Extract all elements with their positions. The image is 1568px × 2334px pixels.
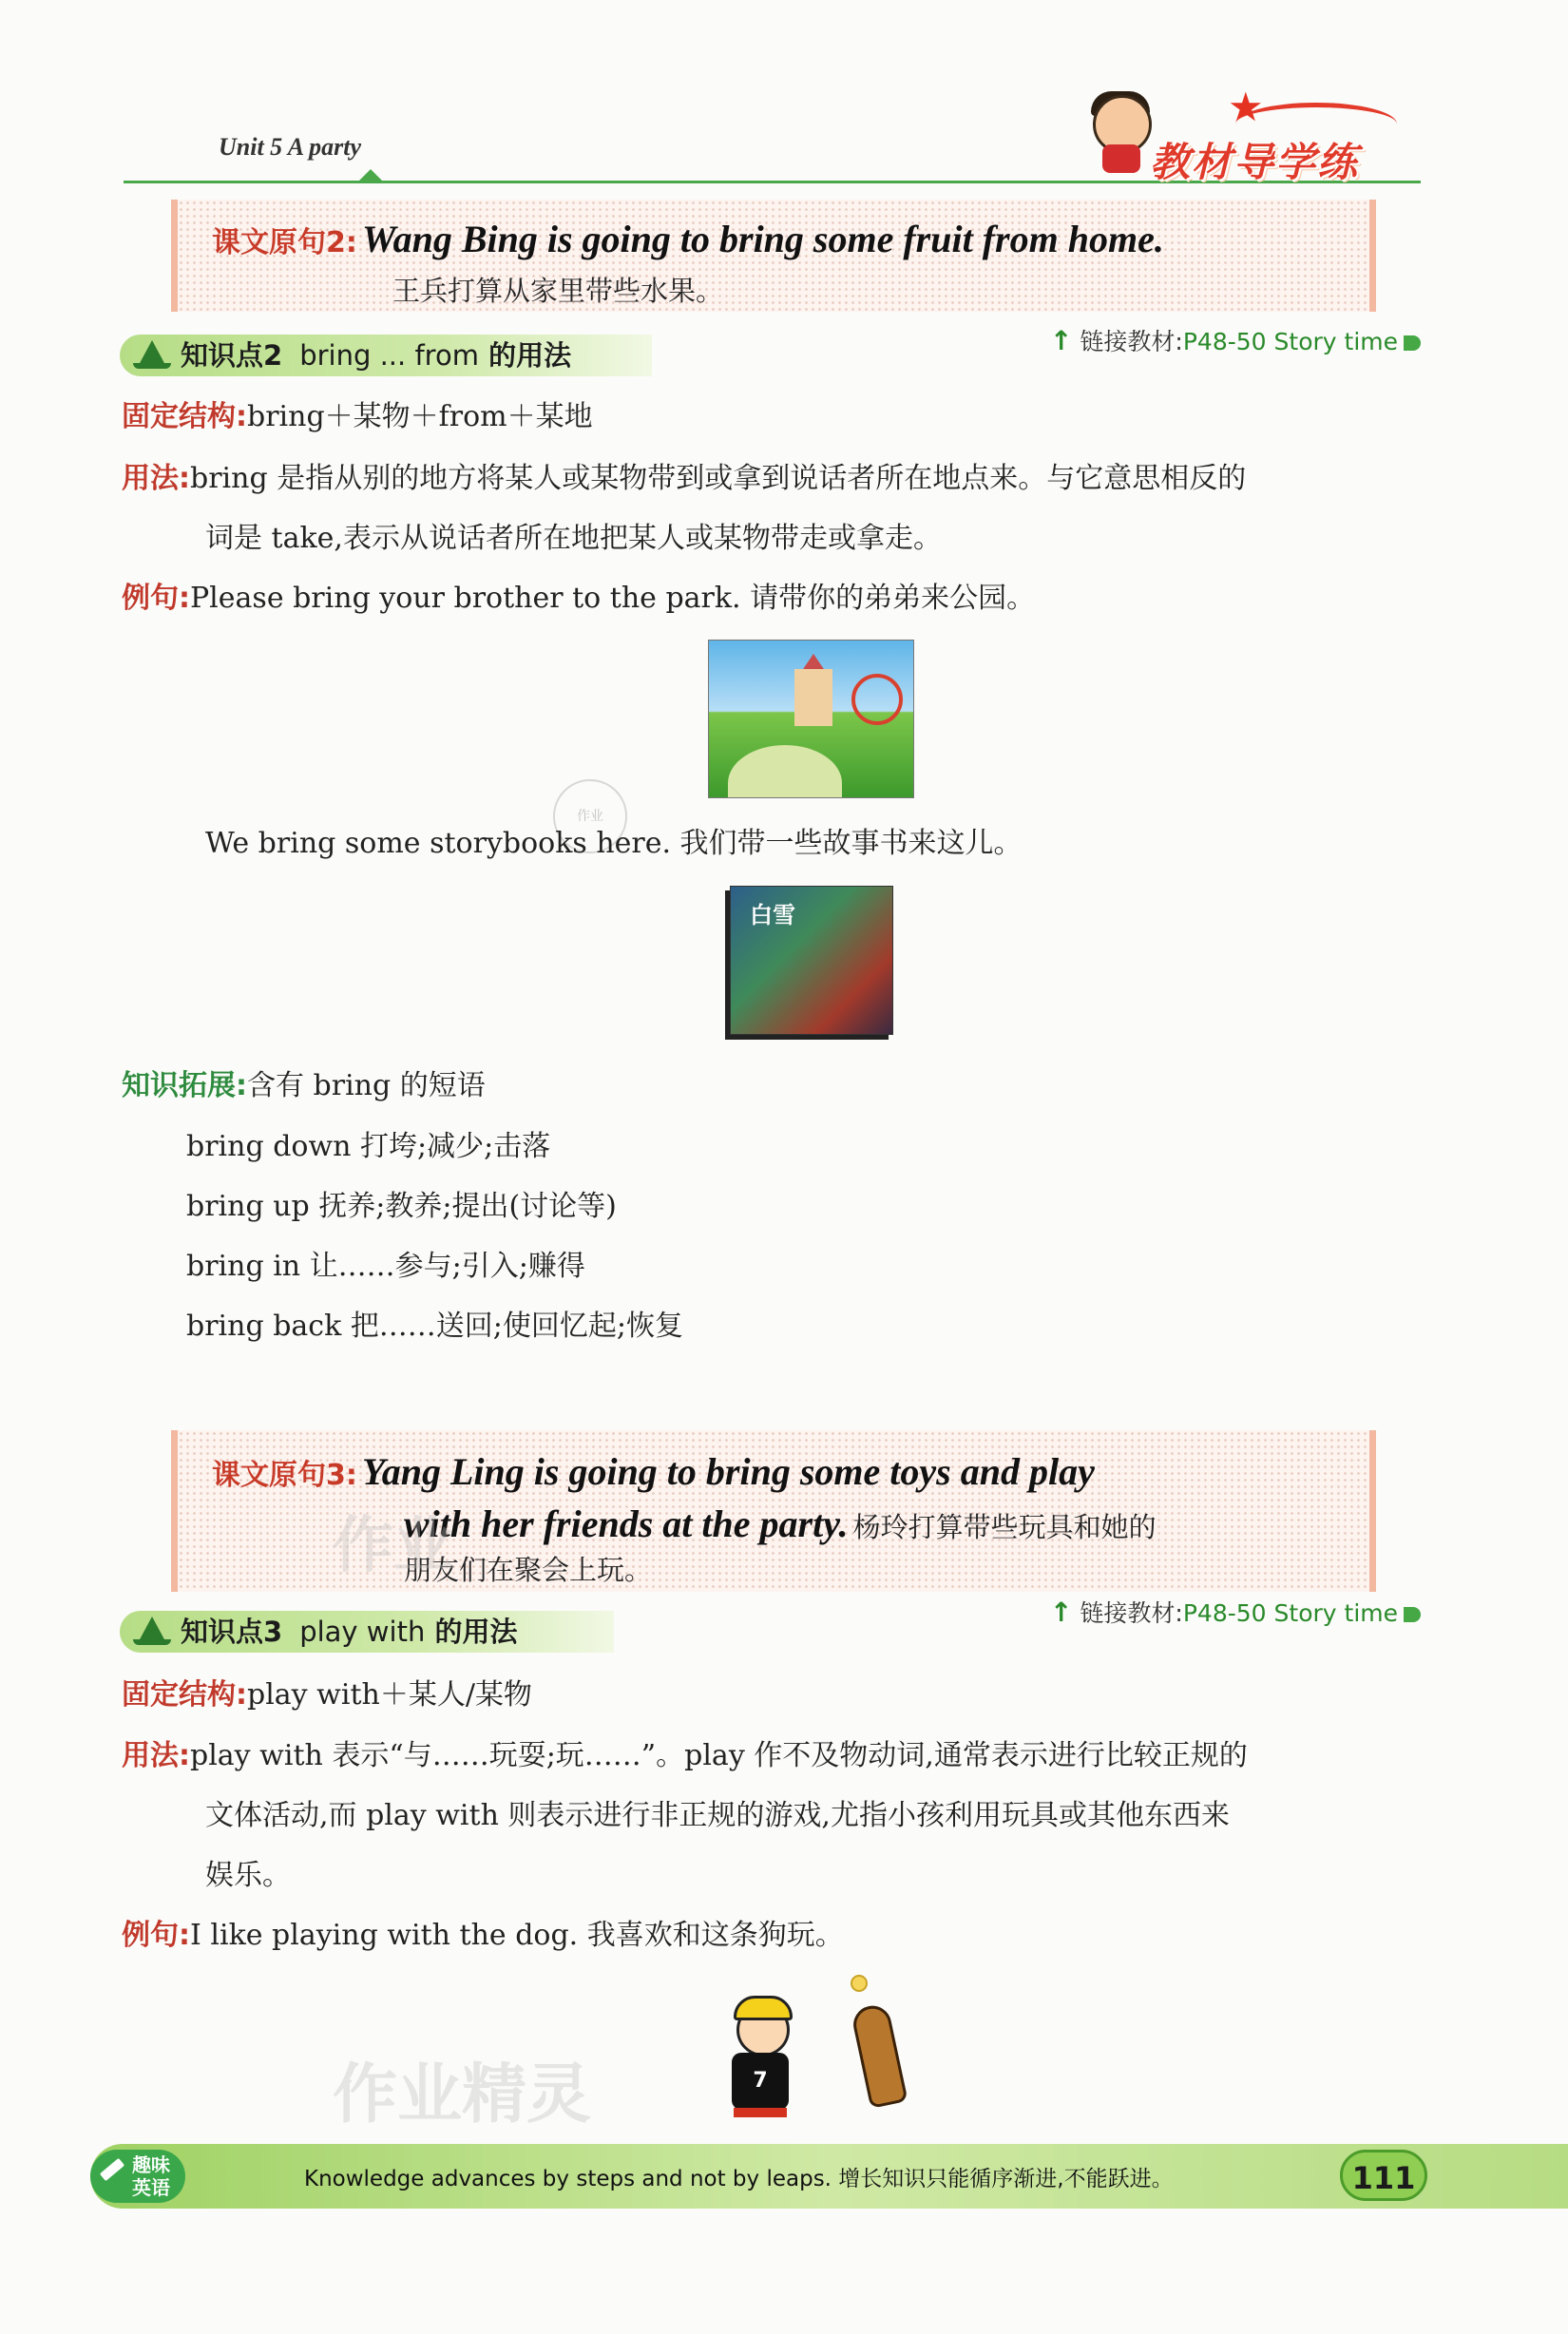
footer-proverb: Knowledge advances by steps and not by leaps. 增长知识只能循序渐进,不能跃进。 — [304, 2167, 1174, 2191]
usage-label: 用法: — [122, 1739, 190, 1772]
quote-chinese: 王兵打算从家里带些水果。 — [392, 275, 724, 307]
book-title: 白雪 — [750, 902, 795, 928]
usage-label: 用法: — [122, 462, 190, 495]
dog-icon — [850, 2002, 908, 2109]
example-line-2a — [122, 574, 1035, 616]
example-label: 例句: — [122, 582, 190, 615]
structure-line-3 — [122, 1671, 532, 1712]
quote-number: 3: — [326, 1459, 357, 1492]
unit-label: Unit 5 A party — [219, 133, 362, 161]
phrase-item: bring in 让……参与;引入;赚得 — [186, 1250, 585, 1283]
kp-title: 知识点2 — [181, 339, 283, 372]
footer-badge — [90, 2150, 185, 2203]
sailboat-base — [133, 363, 171, 369]
usage-line-2a — [122, 454, 1246, 496]
knowledge-bar-2 — [120, 335, 652, 376]
kp-tail: 的用法 — [434, 1616, 518, 1648]
brand-logo: 教材导学练 — [1150, 139, 1360, 185]
extension-intro: 含有 bring 的短语 — [247, 1069, 486, 1102]
page-number: 111 — [1340, 2150, 1427, 2201]
sailboat-icon — [139, 1617, 165, 1641]
usage-line-3c: 娱乐。 — [205, 1859, 291, 1892]
castle — [794, 669, 832, 726]
boy-shorts — [734, 2108, 787, 2117]
quote-number: 2: — [326, 226, 357, 259]
link-tag-icon — [1404, 1607, 1421, 1622]
quote-label: 课文原句 — [212, 226, 326, 259]
quote-label: 课文原句 — [212, 1459, 326, 1492]
watermark-text: 作业精灵 — [333, 2057, 592, 2133]
kp-title: 知识点3 — [181, 1616, 283, 1648]
link-arrow-icon: ↑ — [1050, 325, 1073, 356]
storybook-image — [730, 886, 893, 1035]
example-text: Please bring your brother to the park. 请带你的弟弟来公园。 — [190, 582, 1036, 615]
structure-text: bring＋某物＋from＋某地 — [247, 400, 593, 433]
quote-box-2 — [171, 200, 1376, 312]
link-tag-icon — [1404, 335, 1421, 351]
link-arrow-icon: ↑ — [1050, 1597, 1073, 1628]
phrase-item: bring up 抚养;教养;提出(讨论等) — [186, 1190, 617, 1223]
usage-line-3b: 文体活动,而 play with 则表示进行非正规的游戏,尤指小孩利用玩具或其他东西来 — [205, 1799, 1230, 1832]
sailboat-base — [133, 1639, 171, 1645]
link-ref: P48-50 Story time — [1182, 1599, 1398, 1627]
amusement-park-image — [708, 640, 914, 798]
example-line-3 — [122, 1911, 844, 1953]
quote-chinese-1: 杨玲打算带些玩具和她的 — [852, 1511, 1157, 1543]
usage-line-3a — [122, 1731, 1248, 1773]
structure-label: 固定结构: — [122, 400, 247, 433]
ferris-wheel — [851, 674, 903, 725]
kp-phrase: bring ... from — [299, 339, 479, 372]
phrase-item: bring back 把……送回;使回忆起;恢复 — [186, 1310, 684, 1343]
extension-label: 知识拓展: — [122, 1069, 247, 1102]
quote-chinese-2: 朋友们在聚会上玩。 — [404, 1554, 653, 1586]
boy-jersey: 7 — [732, 2053, 789, 2110]
kp-phrase: play with — [299, 1616, 426, 1648]
phrase-item: bring down 打垮;减少;击落 — [186, 1130, 551, 1163]
path — [728, 745, 842, 798]
pencil-icon — [100, 2158, 124, 2181]
extension-line — [122, 1062, 486, 1103]
quote-english: Wang Bing is going to bring some fruit from home. — [361, 218, 1164, 260]
sailboat-icon — [139, 340, 165, 365]
quote-english-2: with her friends at the party. — [404, 1502, 849, 1545]
link-prefix: 链接教材: — [1080, 1599, 1183, 1627]
watermark-stamp: 作业 — [553, 779, 627, 853]
structure-text: play with＋某人/某物 — [247, 1678, 532, 1712]
example-label: 例句: — [122, 1919, 190, 1952]
kp-tail: 的用法 — [488, 339, 572, 372]
link-prefix: 链接教材: — [1080, 328, 1183, 355]
structure-label: 固定结构: — [122, 1678, 247, 1712]
textbook-link-2[interactable] — [1050, 323, 1421, 357]
usage-text: bring 是指从别的地方将某人或某物带到或拿到说话者所在地点来。与它意思相反的 — [190, 462, 1247, 495]
knowledge-bar-3 — [120, 1611, 614, 1653]
star-icon: ★ — [1228, 84, 1264, 130]
boy-cap — [734, 1996, 793, 2020]
example-text: I like playing with the dog. 我喜欢和这条狗玩。 — [190, 1919, 844, 1952]
footer-badge-text: 趣味英语 — [132, 2153, 170, 2199]
textbook-link-3[interactable] — [1050, 1595, 1421, 1629]
usage-text: play with 表示“与……玩耍;玩……”。play 作不及物动词,通常表示进行比较正规的 — [190, 1739, 1248, 1772]
ball-icon — [851, 1975, 868, 1992]
header-notch — [359, 169, 382, 181]
example-line-2b: We bring some storybooks here. 我们带一些故事书来这儿。 — [205, 827, 1023, 860]
quote-english-1: Yang Ling is going to bring some toys and play — [361, 1450, 1095, 1493]
structure-line-2 — [122, 392, 593, 434]
mascot-body — [1102, 144, 1140, 173]
watermark-text: 作业 — [333, 1511, 454, 1581]
usage-line-2b: 词是 take,表示从说话者所在地把某人或某物带走或拿走。 — [205, 522, 942, 555]
link-ref: P48-50 Story time — [1182, 328, 1398, 355]
